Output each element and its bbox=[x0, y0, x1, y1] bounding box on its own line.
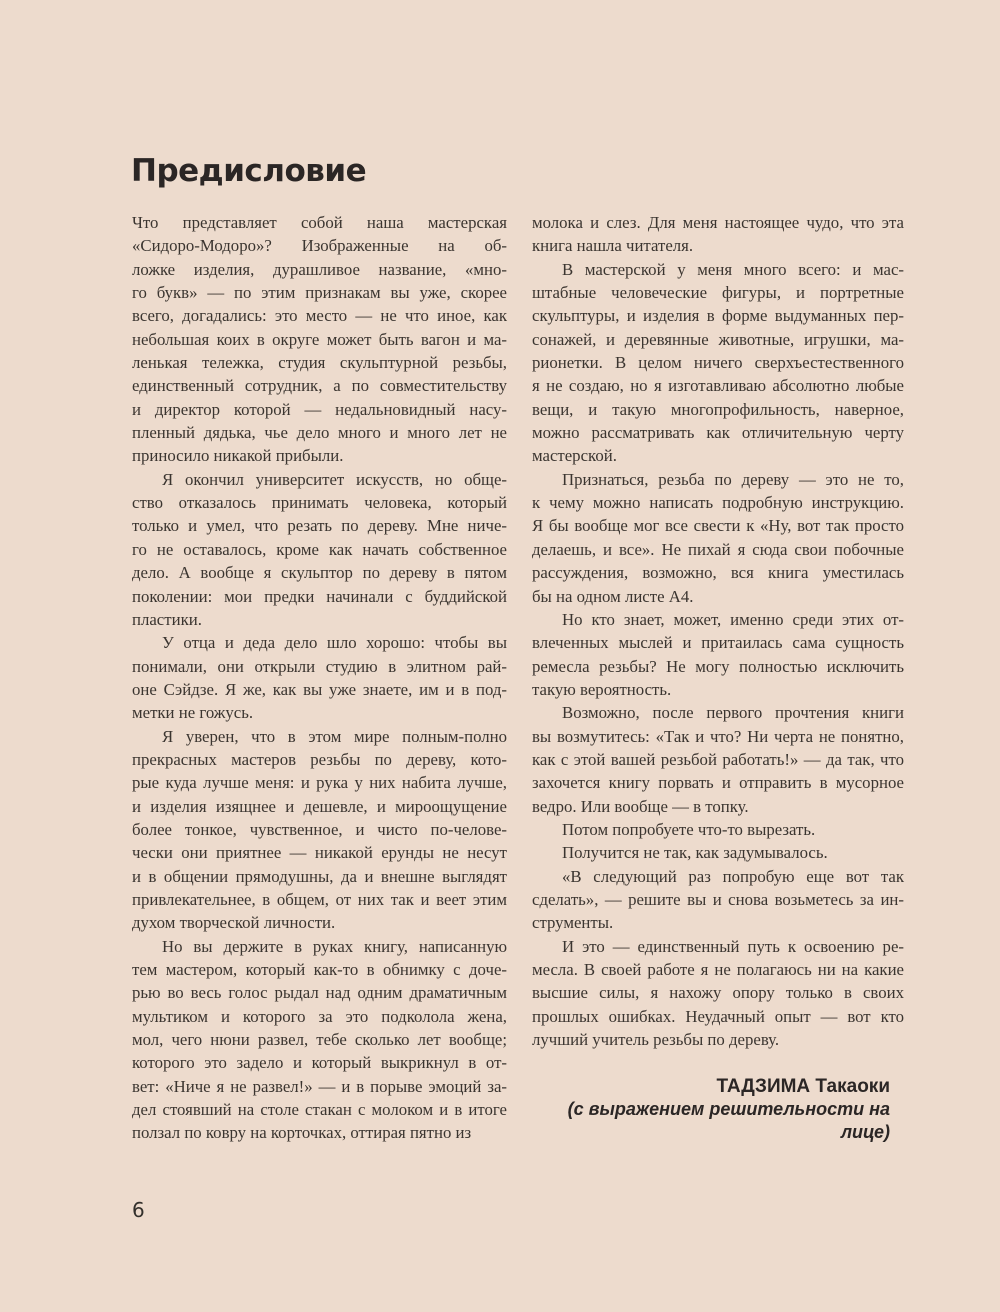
paragraph bbox=[132, 211, 507, 468]
paragraph bbox=[532, 841, 904, 864]
author-name: ТАДЗИМА Такаоки bbox=[716, 1076, 890, 1098]
text-line: скульптуры, и изделия в форме выдуманных пер- bbox=[532, 306, 904, 326]
text-line: дело. А вообще я скульптор по дереву в пятом bbox=[132, 563, 507, 583]
text-line: влеченных мыслей и притаилась сама сущность bbox=[532, 633, 904, 653]
text-line: духом творческой личности. bbox=[132, 913, 336, 933]
text-line: ремесла резьбы? Не могу полностью исключить bbox=[532, 656, 904, 676]
text-line: рые куда лучше меня: и рука у них набита лучше, bbox=[132, 773, 507, 793]
text-line: Потом попробуете что-то вырезать. bbox=[562, 819, 816, 839]
text-line: метки не гожусь. bbox=[132, 703, 254, 723]
text-line: Что представляет собой наша мастерская bbox=[132, 213, 507, 232]
text-line: только и умел, что резать по дереву. Мне ниче- bbox=[132, 516, 507, 536]
text-line: пленный дядька, чье дело много и много лет не bbox=[132, 423, 507, 443]
text-line: я не создаю, но я изготавливаю абсолютно любые bbox=[532, 376, 904, 396]
text-line: которого это задело и который выкрикнул в от- bbox=[132, 1053, 507, 1073]
text-line: ство отказалось принимать человека, который bbox=[132, 493, 507, 513]
text-line: привлекательнее, в общем, от них так и веет этим bbox=[132, 889, 507, 909]
text-line: тем мастером, который как-то в обнимку с доче- bbox=[132, 960, 507, 979]
text-line: прошлых ошибках. Неудачный опыт — вот кто bbox=[532, 1006, 904, 1026]
text-line: рионетки. В целом ничего сверхъестественного bbox=[532, 353, 904, 373]
column-left bbox=[132, 211, 507, 1145]
text-line: «В следующий раз попробую еще вот так bbox=[562, 866, 904, 886]
text-line: В мастерской у меня много всего: и мас- bbox=[562, 259, 904, 279]
text-line: У отца и деда дело шло хорошо: чтобы вы bbox=[162, 633, 507, 653]
paragraph bbox=[532, 865, 904, 935]
paragraph bbox=[532, 935, 904, 1052]
paragraph bbox=[532, 818, 904, 841]
text-line: захочется книгу порвать и отправить в мусорное bbox=[532, 773, 904, 793]
text-line: струменты. bbox=[532, 913, 614, 933]
text-line: делаешь, и все». Не пихай я сюда свои побочные bbox=[532, 539, 904, 559]
author-note: (с выражением решительности на лице) bbox=[567, 1099, 890, 1143]
paragraph bbox=[132, 631, 507, 724]
text-line: чески они приятнее — никакой ерунды не несут bbox=[132, 843, 507, 863]
text-line: оне Сэйдзе. Я же, как вы уже знаете, им и в под- bbox=[132, 679, 507, 699]
text-line: Но вы держите в руках книгу, написанную bbox=[162, 936, 507, 956]
text-line: прекрасных мастеров резьбы по дереву, кото- bbox=[132, 749, 507, 769]
text-line: «Сидоро-Модоро»? Изображенные на об- bbox=[132, 236, 507, 256]
text-line: лучший учитель резьбы по дереву. bbox=[532, 1030, 780, 1050]
text-line: книга нашла читателя. bbox=[532, 236, 694, 256]
paragraph bbox=[132, 935, 507, 1145]
text-line: к чему можно написать подробную инструкцию. bbox=[532, 493, 904, 513]
text-line: мастерской. bbox=[532, 446, 617, 466]
text-line: Возможно, после первого прочтения книги bbox=[562, 703, 904, 723]
paragraph bbox=[532, 608, 904, 701]
text-line: го букв» — по этим признакам вы уже, скорее bbox=[132, 283, 507, 303]
text-line: ложке изделия, дурашливое название, «мно- bbox=[132, 259, 507, 279]
text-line: вещи, и такую многопрофильность, наверное, bbox=[532, 399, 904, 419]
text-line: мультиком и которого за это подколола жена, bbox=[132, 1006, 507, 1026]
text-columns bbox=[132, 211, 904, 1145]
text-line: месла. В своей работе я не полагаюсь ни на какие bbox=[532, 960, 904, 979]
text-line: Но кто знает, может, именно среди этих от- bbox=[562, 609, 904, 629]
paragraph bbox=[532, 701, 904, 818]
text-line: пластики. bbox=[132, 609, 202, 629]
text-line: Я бы вообще мог все свести к «Ну, вот так просто bbox=[532, 516, 904, 536]
paragraph bbox=[132, 725, 507, 935]
text-line: ползал по ковру на корточках, оттирая пятно из bbox=[132, 1123, 472, 1143]
paragraph bbox=[132, 468, 507, 631]
text-line: бы на одном листе А4. bbox=[532, 586, 694, 606]
text-line: ведро. Или вообще — в топку. bbox=[532, 796, 749, 816]
text-line: вет: «Ниче я не развел!» — и в порыве эмоций за- bbox=[132, 1076, 507, 1096]
page-title: Предисловие bbox=[131, 153, 367, 189]
text-line: Получится не так, как задумывалось. bbox=[562, 843, 828, 863]
author-signature bbox=[532, 1075, 904, 1144]
page-number: 6 bbox=[132, 1198, 145, 1222]
column-right bbox=[532, 211, 904, 1145]
text-line: более тонкое, чувственное, и чисто по-челове- bbox=[132, 819, 507, 839]
text-line: рью во весь голос рыдал над одним драматичным bbox=[132, 983, 507, 1003]
text-line: Я уверен, что в этом мире полным-полно bbox=[162, 726, 507, 746]
text-line: и в общении прямодушны, да и внешне выглядят bbox=[132, 866, 507, 886]
text-line: приносило никакой прибыли. bbox=[132, 446, 344, 466]
text-line: мол, чего нюни развел, тебе сколько лет вообще; bbox=[132, 1030, 507, 1050]
text-line: и изделия изящнее и дешевле, и мироощущение bbox=[132, 796, 507, 816]
text-line: молока и слез. Для меня настоящее чудо, что эта bbox=[532, 213, 904, 232]
text-line: и директор которой — недальновидный насу- bbox=[132, 399, 507, 419]
text-line: понимали, они открыли студию в элитном рай- bbox=[132, 656, 507, 676]
text-line: всего, догадались: это место — не что иное, как bbox=[132, 306, 507, 326]
text-line: такую вероятность. bbox=[532, 679, 672, 699]
text-line: штабные человеческие фигуры, и портретные bbox=[532, 283, 904, 303]
text-line: Признаться, резьба по дереву — это не то, bbox=[562, 469, 904, 489]
text-line: как с этой вашей резьбой работать!» — да так, что bbox=[532, 749, 904, 769]
paragraph bbox=[532, 258, 904, 468]
text-line: сделать», — решите вы и снова возьметесь за ин- bbox=[532, 889, 904, 909]
text-line: единственный сотрудник, а по совместительству bbox=[132, 376, 507, 396]
text-line: го не оставалось, кроме как начать собственное bbox=[132, 539, 507, 559]
text-line: ленькая тележка, студия скульптурной резьбы, bbox=[132, 353, 507, 373]
text-line: сонажей, и деревянные животные, игрушки, ма- bbox=[532, 329, 904, 349]
text-line: Я окончил университет искусств, но обще- bbox=[162, 469, 507, 489]
text-line: дел стоявший на столе стакан с молоком и в итоге bbox=[132, 1100, 507, 1120]
text-line: рассуждения, возможно, вся книга уместилась bbox=[532, 563, 904, 583]
paragraph bbox=[532, 211, 904, 258]
text-line: небольшая коих в округе может быть вагон и ма- bbox=[132, 329, 507, 349]
text-line: можно рассматривать как отличительную черту bbox=[532, 423, 904, 443]
paragraph bbox=[532, 468, 904, 608]
text-line: вы возмутитесь: «Так и что? Ни черта не понятно, bbox=[532, 726, 904, 746]
text-line: И это — единственный путь к освоению ре- bbox=[562, 936, 904, 956]
text-line: высшие силы, я нахожу опору только в своих bbox=[532, 983, 904, 1003]
text-line: поколении: мои предки начинали с буддийской bbox=[132, 586, 507, 606]
